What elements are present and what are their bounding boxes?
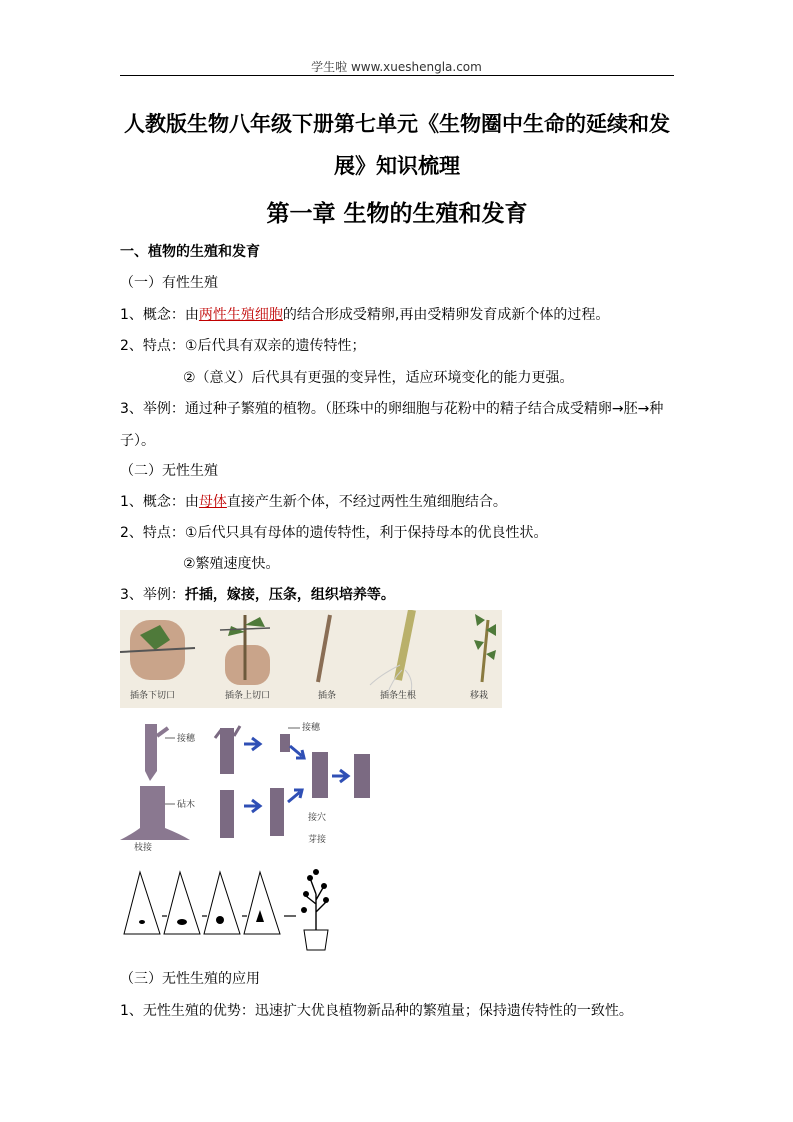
cutting-caption-1: 插条下切口 <box>130 691 176 701</box>
flask-1 <box>124 872 160 934</box>
asexual-example <box>120 584 395 604</box>
doc-title-line2: 展》知识梳理 <box>334 154 460 178</box>
sexual-feature-2: ②（意义）后代具有更强的变异性，适应环境变化的能力更强。 <box>183 370 574 386</box>
application-advantage: 1、无性生殖的优势：迅速扩大优良植物新品种的繁殖量；保持遗传特性的一致性。 <box>120 1003 633 1019</box>
flask-3 <box>204 872 240 934</box>
asexual-example-list: 扦插，嫁接，压条，组织培养等。 <box>184 587 395 603</box>
tissue-culture-figure <box>120 864 340 952</box>
asexual-concept-keyword: 母体 <box>198 494 227 510</box>
label-scion-branch: 接穗 <box>177 734 196 744</box>
asexual-concept <box>120 491 507 511</box>
cutting-panel-4 <box>370 610 412 695</box>
page-header: 学生啦 www.xueshengla.com <box>311 60 482 74</box>
label-branch-graft: 枝接 <box>134 843 153 853</box>
cutting-panel-2 <box>220 615 270 685</box>
cutting-panel-5 <box>474 614 496 682</box>
sexual-concept-keyword: 两性生殖细胞 <box>198 307 283 323</box>
label-rootstock: 砧木 <box>177 800 196 810</box>
subsection-asexual: （二）无性生殖 <box>120 463 218 479</box>
cutting-caption-3: 插条 <box>318 691 337 701</box>
bud-graft-sequence <box>215 726 370 838</box>
asexual-concept-suffix: 直接产生新个体，不经过两性生殖细胞结合。 <box>226 494 507 510</box>
sexual-feature-1: 2、特点：①后代具有双亲的遗传特性； <box>120 338 366 354</box>
cutting-figure <box>120 610 502 708</box>
sexual-example-line2: 子）。 <box>120 433 155 449</box>
label-bud-scion: 接穗 <box>302 723 321 733</box>
plant-pot <box>304 930 328 950</box>
asexual-feature-1: 2、特点：①后代只具有母体的遗传特性，利于保持母本的优良性状。 <box>120 525 548 541</box>
branch-graft-stock <box>120 786 190 840</box>
sexual-concept-prefix: 1、概念：由 <box>120 307 199 323</box>
sexual-concept <box>120 304 609 324</box>
label-graft-slot: 接穴 <box>308 813 327 823</box>
subsection-application: （三）无性生殖的应用 <box>120 971 260 987</box>
flask-4 <box>244 872 280 934</box>
cutting-caption-2: 插条上切口 <box>225 691 271 701</box>
sexual-concept-suffix: 的结合形成受精卵,再由受精卵发育成新个体的过程。 <box>282 307 610 323</box>
sexual-example-line1: 3、举例：通过种子繁殖的植物。（胚珠中的卵细胞与花粉中的精子结合成受精卵→胚→种 <box>120 401 664 417</box>
chapter-title: 第一章 生物的生殖和发育 <box>266 201 528 227</box>
cutting-caption-4: 插条生根 <box>380 691 417 701</box>
cutting-panel-1 <box>120 620 195 680</box>
doc-title-line1: 人教版生物八年级下册第七单元《生物圈中生命的延续和发 <box>124 112 670 136</box>
section-heading: 一、植物的生殖和发育 <box>120 244 260 260</box>
asexual-concept-prefix: 1、概念：由 <box>120 494 199 510</box>
asexual-example-prefix: 3、举例： <box>120 587 185 603</box>
header-rule <box>120 75 674 76</box>
cutting-panel-3 <box>318 615 330 682</box>
label-bud-graft: 芽接 <box>308 835 327 845</box>
subsection-sexual: （一）有性生殖 <box>120 275 218 291</box>
asexual-feature-2: ②繁殖速度快。 <box>183 556 280 572</box>
grafting-figure <box>120 716 382 854</box>
branch-graft-scion <box>145 724 168 781</box>
cutting-caption-5: 移栽 <box>470 691 489 701</box>
